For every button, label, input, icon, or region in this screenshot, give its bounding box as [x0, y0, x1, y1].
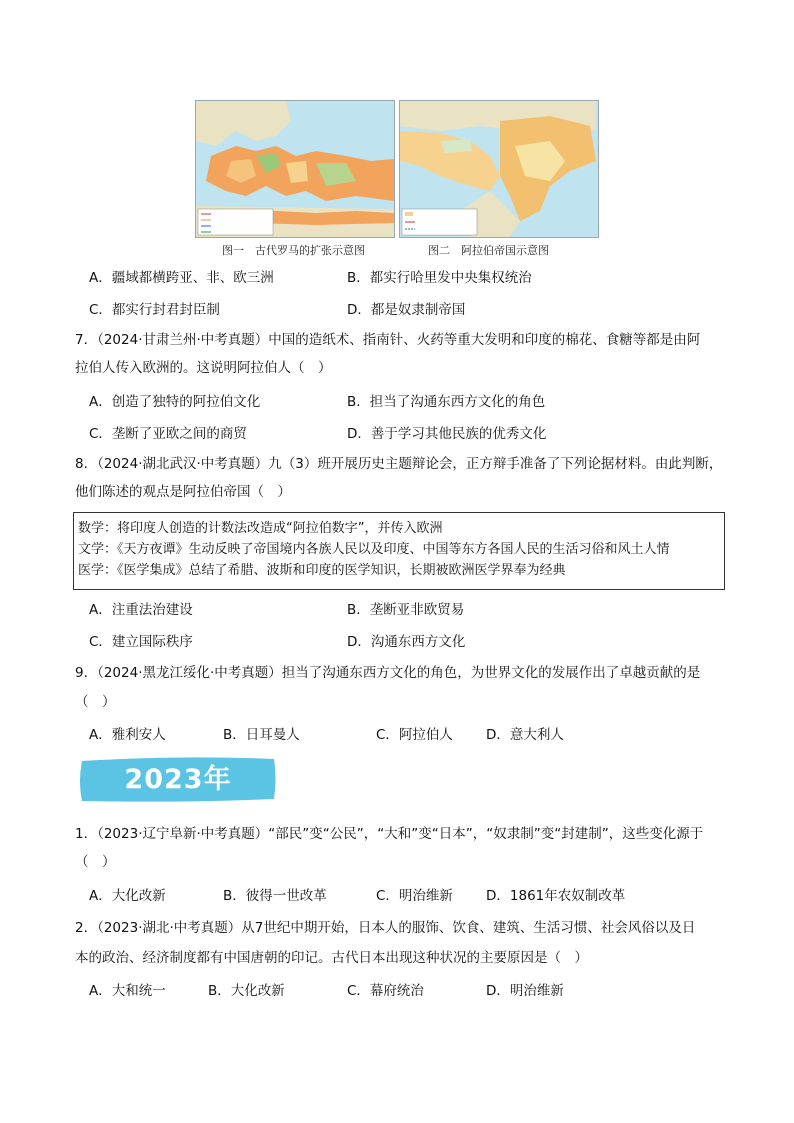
- q7-option-d: D．善于学习其他民族的优秀文化: [347, 426, 547, 442]
- q9-stem-line2: （ ）: [75, 694, 116, 710]
- q9-option-a: A．雅利安人: [89, 727, 166, 743]
- roman-expansion-map: [195, 100, 395, 238]
- y2023-q1-option-b: B．彼得一世改革: [223, 888, 327, 904]
- q8-material-medicine: 医学：《医学集成》总结了希腊、波斯和印度的医学知识，长期被欧洲医学界奉为经典: [78, 563, 566, 578]
- q8-stem-line1: 8．（2024·湖北武汉·中考真题）九（3）班开展历史主题辩论会，正方辩手准备了下列论据材料。由此判断，: [75, 456, 723, 472]
- figure1-caption: 图一 古代罗马的扩张示意图: [222, 244, 365, 257]
- q6-option-c: C．都实行封君封臣制: [89, 302, 220, 318]
- roman-map-graphic: [196, 101, 394, 237]
- q9-stem-line1: 9．（2024·黑龙江绥化·中考真题）担当了沟通东西方文化的角色，为世界文化的发展作出了卓越贡献的是: [75, 665, 701, 681]
- q8-option-c: C．建立国际秩序: [89, 634, 193, 650]
- q7-option-b: B．担当了沟通东西方文化的角色: [347, 394, 546, 410]
- q7-option-a: A．创造了独特的阿拉伯文化: [89, 394, 261, 410]
- q7-stem-line1: 7．（2024·甘肃兰州·中考真题）中国的造纸术、指南针、火药等重大发明和印度的棉花、食糖等都是由阿: [75, 332, 701, 348]
- y2023-q2-option-d: D．明治维新: [486, 983, 564, 999]
- y2023-q1-option-d: D．1861年农奴制改革: [486, 888, 626, 904]
- y2023-q1-option-a: A．大化改新: [89, 888, 166, 904]
- q9-option-c: C．阿拉伯人: [376, 727, 453, 743]
- y2023-q1-option-c: C．明治维新: [376, 888, 453, 904]
- q6-option-d: D．都是奴隶制帝国: [347, 302, 466, 318]
- y2023-q2-stem-line1: 2．（2023·湖北·中考真题）从7世纪中期开始，日本人的服饰、饮食、建筑、生活习惯、社会风俗以及日: [75, 920, 696, 936]
- q8-material-literature: 文学：《天方夜谭》生动反映了帝国境内各族人民以及印度、中国等东方各国人民的生活习俗和风土人情: [78, 542, 670, 557]
- q8-material-math: 数学：将印度人创造的计数法改造成“阿拉伯数字”，并传入欧洲: [78, 521, 443, 536]
- q8-material-box: [73, 512, 725, 590]
- y2023-q1-stem-line1: 1．（2023·辽宁阜新·中考真题）“部民”变“公民”，“大和”变“日本”，“奴隶制”变“封建制”，这些变化源于: [75, 826, 704, 842]
- q8-option-b: B．垄断亚非欧贸易: [347, 602, 465, 618]
- figure2-caption: 图二 阿拉伯帝国示意图: [428, 244, 549, 257]
- q7-stem-line2: 拉伯人传入欧洲的。这说明阿拉伯人（ ）: [75, 360, 332, 376]
- q8-option-d: D．沟通东西方文化: [347, 634, 466, 650]
- q9-option-b: B．日耳曼人: [223, 727, 300, 743]
- q6-option-a: A．疆域都横跨亚、非、欧三洲: [89, 270, 274, 286]
- section-year-title: 2023年: [124, 764, 232, 795]
- y2023-q1-stem-line2: （ ）: [75, 854, 116, 870]
- arab-map-graphic: [400, 101, 596, 237]
- arab-empire-map: [399, 100, 599, 238]
- q8-stem-line2: 他们陈述的观点是阿拉伯帝国（ ）: [75, 484, 291, 500]
- q6-option-b: B．都实行哈里发中央集权统治: [347, 270, 532, 286]
- q7-option-c: C．垄断了亚欧之间的商贸: [89, 426, 247, 442]
- q9-option-d: D．意大利人: [486, 727, 564, 743]
- y2023-q2-option-a: A．大和统一: [89, 983, 166, 999]
- q8-option-a: A．注重法治建设: [89, 602, 193, 618]
- y2023-q2-option-b: B．大化改新: [208, 983, 285, 999]
- y2023-q2-option-c: C．幕府统治: [347, 983, 424, 999]
- y2023-q2-stem-line2: 本的政治、经济制度都有中国唐朝的印记。古代日本出现这种状况的主要原因是（ ）: [75, 950, 588, 966]
